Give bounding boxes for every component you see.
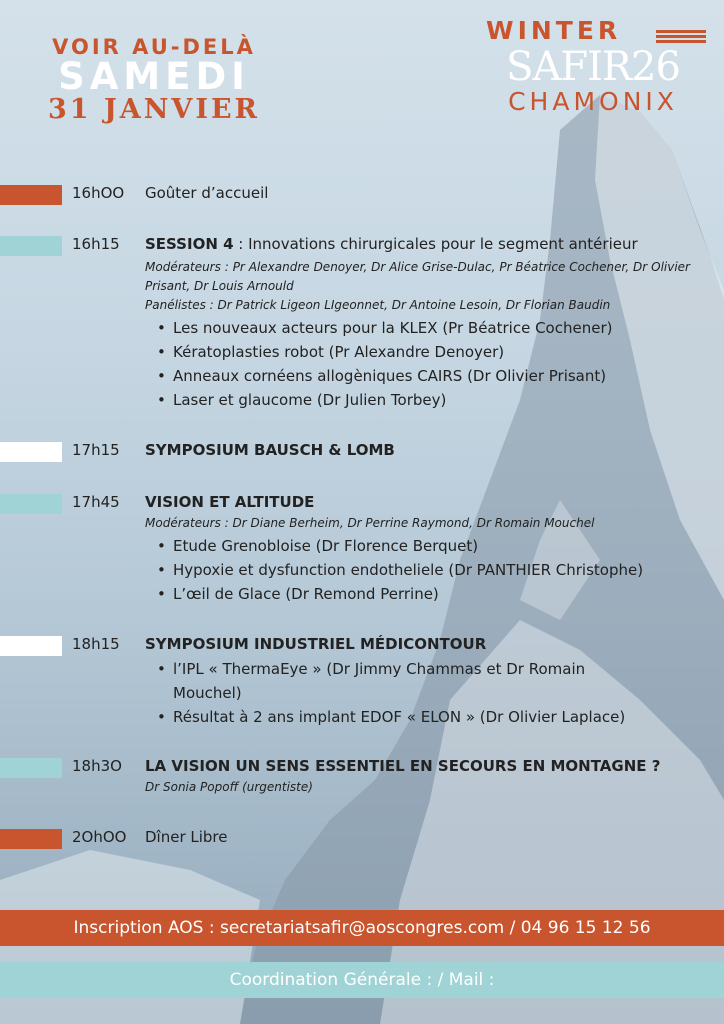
list-item: • Hypoxie et dysfunction endotheliele (Dr PANTHIER Christophe) — [145, 558, 670, 582]
list-item: • Kératoplasties robot (Pr Alexandre Denoyer) — [145, 340, 670, 364]
session-panelists: Panélistes : Dr Patrick Ligeon LIgeonnet, Dr Antoine Lesoin, Dr Florian Baudin — [145, 298, 611, 312]
session-title — [145, 493, 314, 511]
time-bar-white — [0, 636, 62, 656]
logo-chamonix: CHAMONIX — [508, 87, 678, 116]
list-item: • Résultat à 2 ans implant EDOF « ELON » (Dr Olivier Laplace) — [145, 705, 645, 729]
session-title-bold: LA VISION UN SENS ESSENTIEL EN SECOURS EN MONTAGNE ? — [145, 757, 661, 775]
day-heading: SAMEDI — [58, 55, 250, 98]
slot-time: 18h15 — [72, 635, 120, 653]
list-item: • Laser et glaucome (Dr Julien Torbey) — [145, 388, 670, 412]
session-moderators: Modérateurs : Pr Alexandre Denoyer, Dr Alice Grise-Dulac, Pr Béatrice Cochener, Dr Olivier Prisant, Dr Louis Arnould — [145, 260, 690, 293]
time-bar-accent — [0, 829, 62, 849]
list-item: • Anneaux cornéens allogèniques CAIRS (Dr Olivier Prisant) — [145, 364, 670, 388]
session-title-bold: SYMPOSIUM BAUSCH & LOMB — [145, 441, 395, 459]
tagline: VOIR AU-DELÀ — [52, 35, 256, 59]
time-bar-white — [0, 442, 62, 462]
session-title-bold: VISION ET ALTITUDE — [145, 493, 315, 511]
session-title-bold: SYMPOSIUM INDUSTRIEL MÉDICONTOUR — [145, 635, 487, 653]
slot-time: 17h45 — [72, 493, 120, 511]
session-title-bold: SESSION 4 — [145, 235, 234, 253]
logo-winter: WINTER — [486, 16, 622, 45]
session-item-list — [145, 534, 670, 606]
slot-time: 2OhOO — [72, 828, 127, 846]
registration-banner: Inscription AOS : secretariatsafir@aoscongres.com / 04 96 15 12 56 — [0, 910, 724, 946]
time-bar-accent — [0, 185, 62, 205]
time-bar-teal — [0, 236, 62, 256]
slot-time: 16hOO — [72, 184, 125, 202]
slot-title: Goûter d’accueil — [145, 184, 269, 202]
session-moderators: Modérateurs : Dr Diane Berheim, Dr Perrine Raymond, Dr Romain Mouchel — [145, 516, 595, 530]
slot-time: 18h3O — [72, 757, 122, 775]
list-item: • Les nouveaux acteurs pour la KLEX (Pr Béatrice Cochener) — [145, 316, 670, 340]
session-item-list — [145, 316, 670, 412]
logo-safir: SAFIR26 — [506, 44, 680, 90]
session-title — [145, 441, 395, 459]
slot-time: 17h15 — [72, 441, 120, 459]
session-title — [145, 757, 660, 775]
session-item-list — [145, 657, 645, 729]
logo-stripes-icon — [656, 30, 706, 45]
session-speaker: Dr Sonia Popoff (urgentiste) — [145, 780, 313, 794]
slot-time: 16h15 — [72, 235, 120, 253]
time-bar-teal — [0, 758, 62, 778]
coordination-banner: Coordination Générale : / Mail : — [0, 962, 724, 998]
session-title-rest: : Innovations chirurgicales pour le segment antérieur — [233, 235, 638, 253]
session-title — [145, 635, 486, 653]
list-item: • l’IPL « ThermaEye » (Dr Jimmy Chammas et Dr Romain Mouchel) — [145, 657, 645, 705]
time-bar-teal — [0, 494, 62, 514]
list-item: • L’œil de Glace (Dr Remond Perrine) — [145, 582, 670, 606]
slot-title: Dîner Libre — [145, 828, 228, 846]
date-heading: 31 JANVIER — [48, 94, 260, 125]
list-item: • Etude Grenobloise (Dr Florence Berquet) — [145, 534, 670, 558]
date-block — [34, 36, 274, 124]
session-title — [145, 235, 638, 253]
